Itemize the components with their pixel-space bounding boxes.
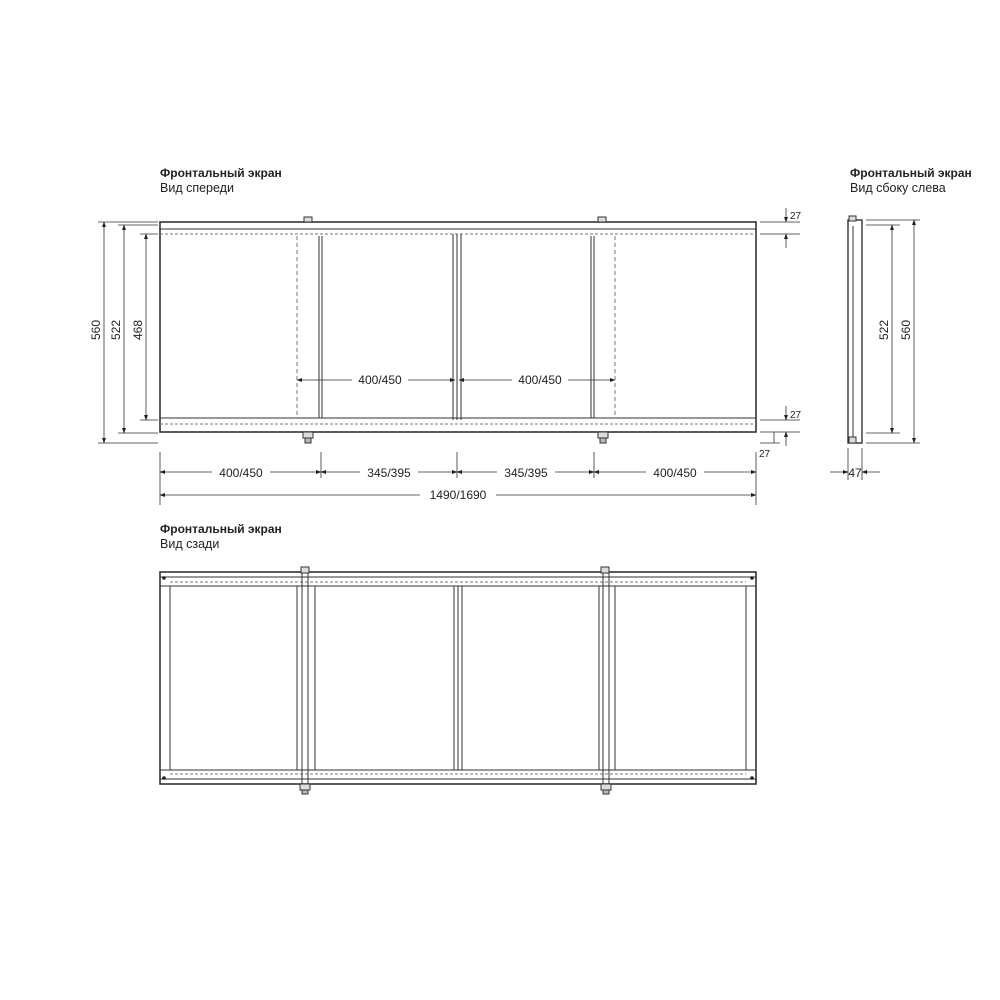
dim-seg4-label: 400/450 [653,466,697,480]
screw-top-right [750,576,754,580]
screw-bottom-left [162,776,166,780]
side-panel-outline [848,220,862,443]
back-foot-right-base [603,790,609,794]
dim-total-label: 1490/1690 [429,488,487,502]
dim-522-label: 522 [109,319,123,341]
dim-468-label: 468 [131,319,145,341]
side-clip-top [849,216,856,221]
front-view-subtitle: Вид спереди [160,181,234,195]
front-vertical-dims [98,222,158,443]
side-view [848,216,862,443]
back-foot-right [601,784,611,790]
back-clip-top-right [601,567,609,573]
front-foot-right-base [600,438,606,443]
side-view-subtitle: Вид сбоку слева [850,181,946,195]
dim-side-depth-label: 47 [848,466,862,480]
front-foot-right [598,432,608,438]
dim-door-right-label: 400/450 [518,373,562,387]
screw-top-left [162,576,166,580]
back-foot-left [300,784,310,790]
side-view-title: Фронтальный экран [850,166,972,180]
back-view-subtitle: Вид сзади [160,537,220,551]
dim-seg1-label: 400/450 [219,466,263,480]
dim-560-label: 560 [89,319,103,341]
dim-seg3-label: 345/395 [504,466,548,480]
front-frame-outline [160,222,756,432]
side-foot [849,437,856,443]
side-dims [830,220,920,480]
back-clip-top-left [301,567,309,573]
front-clip-top-left [304,217,312,222]
front-view-title: Фронтальный экран [160,166,282,180]
front-foot-left [303,432,313,438]
front-clip-top-right [598,217,606,222]
dim-seg2-label: 345/395 [367,466,411,480]
back-foot-left-base [302,790,308,794]
front-foot-left-base [305,438,311,443]
front-view [160,217,756,443]
back-view [160,567,756,794]
dim-rail-bottom-label: 27 [790,410,802,421]
dim-side-560-label: 560 [899,319,913,341]
back-view-title: Фронтальный экран [160,522,282,536]
dim-side-522-label: 522 [877,319,891,341]
dim-rail-foot-label: 27 [759,449,771,460]
dim-rail-top-label: 27 [790,211,802,222]
screw-bottom-right [750,776,754,780]
dim-door-left-label: 400/450 [358,373,402,387]
